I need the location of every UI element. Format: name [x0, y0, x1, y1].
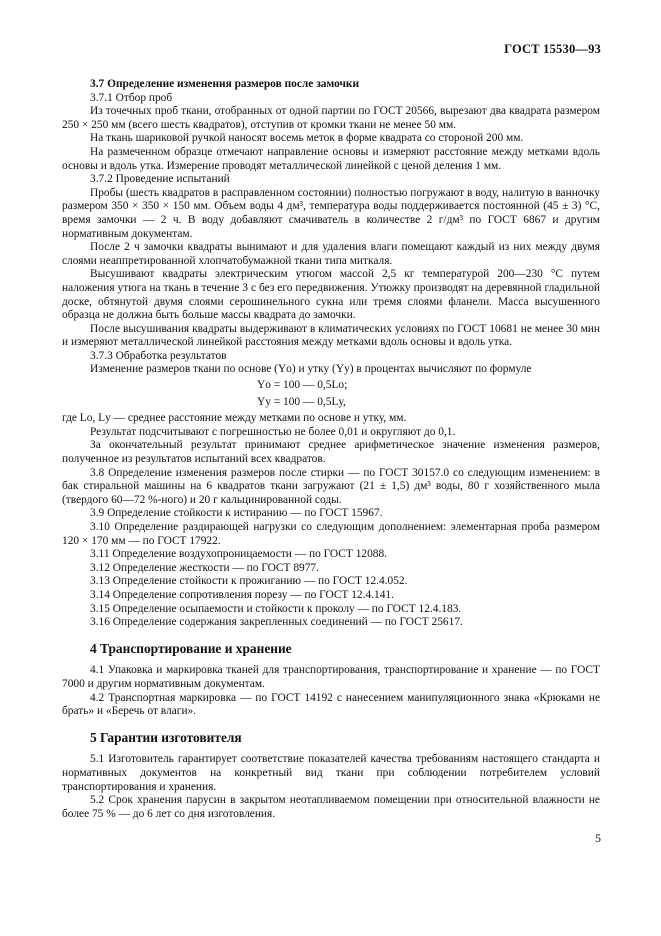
- section-3-7-title: 3.7 Определение изменения размеров после замочки: [90, 78, 360, 90]
- paragraph: 3.7.2 Проведение испытаний: [90, 173, 230, 186]
- paragraph: Высушивают квадраты электрическим утюгом массой 2,5 кг температурой 200—230 °С путем наложения утюга на ткань в течение 3 с без его передвижения. Утюжку производят на деревянной гладильной доске, обтянутой двумя слоями серошинельного сукна или тремя слоями фланели. Масса высушенного образца не должна быть больше массы квадрата до замочки.: [62, 268, 600, 322]
- list-item: 3.13 Определение стойкости к прожиганию — по ГОСТ 12.4.052.: [90, 575, 408, 588]
- paragraph: На ткань шариковой ручкой наносят восемь меток в форме квадрата со стороной 200 мм.: [90, 132, 524, 145]
- paragraph: Результат подсчитывают с погрешностью не более 0,01 и округляют до 0,1.: [90, 425, 456, 438]
- paragraph: Пробы (шесть квадратов в расправленном состоянии) полностью погружают в воду, налитую в ванночку размером 350 × 350 × 150 мм. Объем воды 4 дм³, температура воды поддерживается постоянной (45 ± 3) °С, время замочки — 2 ч. В воду добавляют смачиватель в количестве 2 г/дм³ по ГОСТ 6867 и другим нормативным документам.: [62, 186, 600, 240]
- paragraph: После 2 ч замочки квадраты вынимают и для удаления влаги помещают каждый из них между двумя слоями неаппретированной хлопчатобумажной ткани типа миткаля.: [62, 241, 600, 267]
- list-item: 3.16 Определение содержания закрепленных соединений — по ГОСТ 25617.: [90, 616, 463, 629]
- list-item: 3.10 Определение раздирающей нагрузки со следующим дополнением: элементарная проба размером 120 × 170 мм — по ГОСТ 17922.: [62, 521, 600, 547]
- paragraph: Изменение размеров ткани по основе (Yо) и утку (Yу) в процентах вычисляют по формуле: [90, 363, 532, 376]
- paragraph: где Lо, Lу — среднее расстояние между метками по основе и утку, мм.: [62, 412, 407, 425]
- list-item: 3.8 Определение изменения размеров после стирки — по ГОСТ 30157.0 со следующим изменением: в бак стиральной машины на 6 квадратов ткани загружают (21 ± 1,5) дм³ воды, 80 г хозяйственного мыла (твердого 60—72 %-ного) и 20 г кальцинированной соды.: [62, 466, 600, 506]
- paragraph: За окончательный результат принимают среднее арифметическое значение изменения размеров, полученное из результатов испытаний всех квадратов.: [62, 439, 600, 466]
- paragraph: 5.2 Срок хранения парусин в закрытом неотапливаемом помещении при относительной влажности не более 75 % — до 6 лет со дня изготовления.: [62, 794, 600, 820]
- document-code: ГОСТ 15530—93: [504, 42, 601, 56]
- paragraph: На размеченном образце отмечают направление основы и измеряют расстояние между метками вдоль основы и вдоль утка. Измерение проводят металлической линейкой с ценой деления 1 мм.: [62, 145, 600, 172]
- list-item: 3.15 Определение осыпаемости и стойкости к проколу — по ГОСТ 12.4.183.: [90, 602, 462, 615]
- paragraph: 5.1 Изготовитель гарантирует соответствие показателей качества требованиям настоящего стандарта и нормативных документов на конкретный вид ткани при соблюдении потребителем условий транспортирования и хранения.: [62, 753, 600, 793]
- paragraph: Из точечных проб ткани, отобранных от одной партии по ГОСТ 20566, вырезают два квадрата размером 250 × 250 мм (всего шесть квадратов), отступив от кромки ткани не менее 50 мм.: [62, 105, 600, 131]
- page-number: 5: [595, 831, 601, 845]
- document-body: [62, 78, 600, 821]
- paragraph: 4.2 Транспортная маркировка — по ГОСТ 14192 с нанесением манипуляционного знака «Крюками не брать» и «Беречь от влаги».: [62, 691, 600, 718]
- list-item: 3.14 Определение сопротивления порезу — по ГОСТ 12.4.141.: [90, 588, 394, 601]
- paragraph: 3.7.1 Отбор проб: [90, 91, 173, 104]
- paragraph: После высушивания квадраты выдерживают в климатических условиях по ГОСТ 10681 не менее 30 мин и измеряют металлической линейкой расстояния между метками вдоль основы и вдоль утка.: [62, 322, 600, 349]
- list-item: 3.12 Определение жесткости — по ГОСТ 8977.: [90, 561, 319, 574]
- formula-weft: Yу = 100 — 0,5Lу,: [257, 395, 346, 408]
- section-4-title: 4 Транспортирование и хранение: [90, 640, 292, 656]
- section-5-title: 5 Гарантии изготовителя: [90, 729, 242, 745]
- list-item: 3.9 Определение стойкости к истиранию — по ГОСТ 15967.: [90, 507, 383, 520]
- list-item: 3.11 Определение воздухопроницаемости — по ГОСТ 12088.: [90, 548, 388, 561]
- paragraph: 4.1 Упаковка и маркировка тканей для транспортирования, транспортирование и хранение — по ГОСТ 7000 и другим нормативным документам.: [62, 664, 600, 690]
- paragraph: 3.7.3 Обработка результатов: [90, 349, 227, 362]
- formula-warp: Yо = 100 — 0,5Lо;: [257, 379, 348, 392]
